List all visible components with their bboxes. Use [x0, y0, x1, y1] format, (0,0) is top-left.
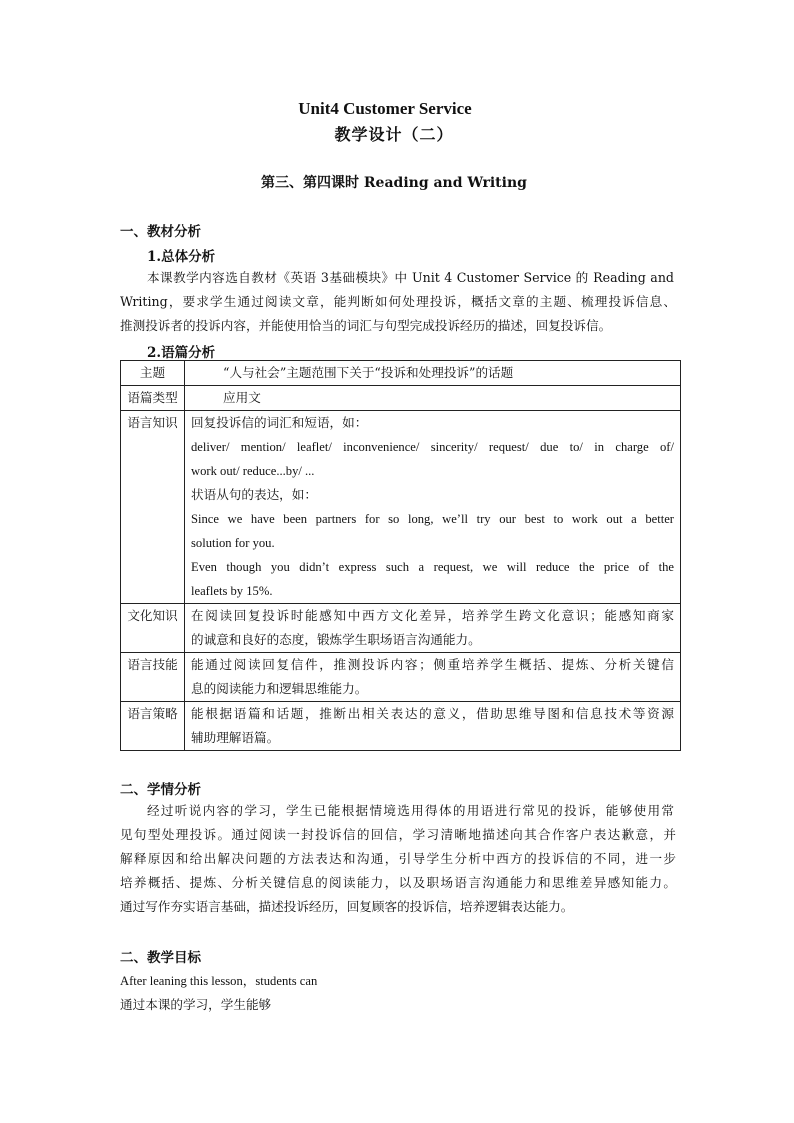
paragraph-line: Writing，要求学生通过阅读文章，能判断如何处理投诉，概括文章的主题、梳理投诉信息、: [120, 294, 676, 309]
paragraph-line: 解释原因和给出解决问题的方法表达和沟通，引导学生分析中西方的投诉信的不同，进一步: [120, 851, 676, 866]
subheading-text-analysis: 2.语篇分析: [147, 345, 216, 361]
cell-line: 息的阅读能力和逻辑思维能力。: [191, 681, 368, 696]
cell-line: 的诚意和良好的态度，锻炼学生职场语言沟通能力。: [191, 632, 481, 647]
table-value-theme: “人与社会”主题范围下关于“投诉和处理投诉”的话题: [185, 361, 681, 386]
cell-line: 在阅读回复投诉时能感知中西方文化差异，培养学生跨文化意识；能感知商家: [191, 608, 674, 623]
table-row: [121, 702, 681, 751]
paragraph-line: 通过写作夯实语言基础，描述投诉经历，回复顾客的投诉信，培养逻辑表达能力。: [120, 899, 574, 914]
paragraph-line: 见句型处理投诉。通过阅读一封投诉信的回信，学习清晰地描述向其合作客户表达歉意，并: [120, 827, 676, 842]
table-value-language-strategy: [185, 702, 681, 751]
cell-line: solution for you.: [191, 536, 275, 550]
cell-line: 回复投诉信的词汇和短语，如：: [191, 415, 368, 430]
table-row: [121, 411, 681, 604]
lesson-heading: 第三、第四课时 Reading and Writing: [261, 175, 527, 191]
text-analysis-table: [120, 360, 681, 751]
section-heading-teaching-objectives: 二、教学目标: [120, 950, 201, 966]
document-title: Unit4 Customer Service: [298, 99, 472, 118]
cell-line: 能通过阅读回复信件，推测投诉内容；侧重培养学生概括、提炼、分析关键信: [191, 657, 674, 672]
table-label-cultural-knowledge: 文化知识: [121, 604, 185, 653]
cell-line: Since we have been partners for so long, we’ll try our best to work out a better: [191, 512, 674, 526]
cell-line: leaflets by 15%.: [191, 584, 273, 598]
objectives-intro-en: After leaning this lesson，students can: [120, 974, 318, 988]
cell-line: deliver/ mention/ leaflet/ inconvenience/ sincerity/ request/ due to/ in charge of/: [191, 440, 674, 454]
paragraph-line: 本课教学内容选自教材《英语 3基础模块》中 Unit 4 Customer Service 的 Reading and: [147, 270, 674, 285]
paragraph-line: 经过听说内容的学习，学生已能根据情境选用得体的用语进行常见的投诉，能够使用常: [147, 803, 674, 818]
table-row: [121, 604, 681, 653]
objectives-intro-zh: 通过本课的学习，学生能够: [120, 997, 272, 1012]
document-subtitle: 教学设计（二）: [334, 125, 454, 144]
cell-line: work out/ reduce...by/ ...: [191, 464, 315, 478]
paragraph-line: 推测投诉者的投诉内容，并能使用恰当的词汇与句型完成投诉经历的描述，回复投诉信。: [120, 318, 612, 333]
table-value-language-knowledge: [185, 411, 681, 604]
table-label-language-strategy: 语言策略: [121, 702, 185, 751]
table-label-theme: 主题: [121, 361, 185, 386]
table-row: [121, 361, 681, 386]
section-heading-learner-analysis: 二、学情分析: [120, 782, 201, 798]
table-value-cultural-knowledge: [185, 604, 681, 653]
table-row: [121, 386, 681, 411]
table-label-language-skills: 语言技能: [121, 653, 185, 702]
cell-line: 状语从句的表达，如：: [191, 487, 317, 502]
cell-line: 辅助理解语篇。: [191, 730, 280, 745]
section-heading-material-analysis: 一、教材分析: [120, 224, 201, 240]
table-label-language-knowledge: 语言知识: [121, 411, 185, 604]
cell-line: 能根据语篇和话题，推断出相关表达的意义，借助思维导图和信息技术等资源: [191, 706, 674, 721]
table-value-genre: 应用文: [185, 386, 681, 411]
subheading-overall-analysis: 1.总体分析: [147, 249, 216, 265]
paragraph-line: 培养概括、提炼、分析关键信息的阅读能力，以及职场语言沟通能力和思维差异感知能力。: [120, 875, 676, 890]
table-row: [121, 653, 681, 702]
table-value-language-skills: [185, 653, 681, 702]
cell-line: Even though you didn’t express such a request, we will reduce the price of the: [191, 560, 674, 574]
table-label-genre: 语篇类型: [121, 386, 185, 411]
